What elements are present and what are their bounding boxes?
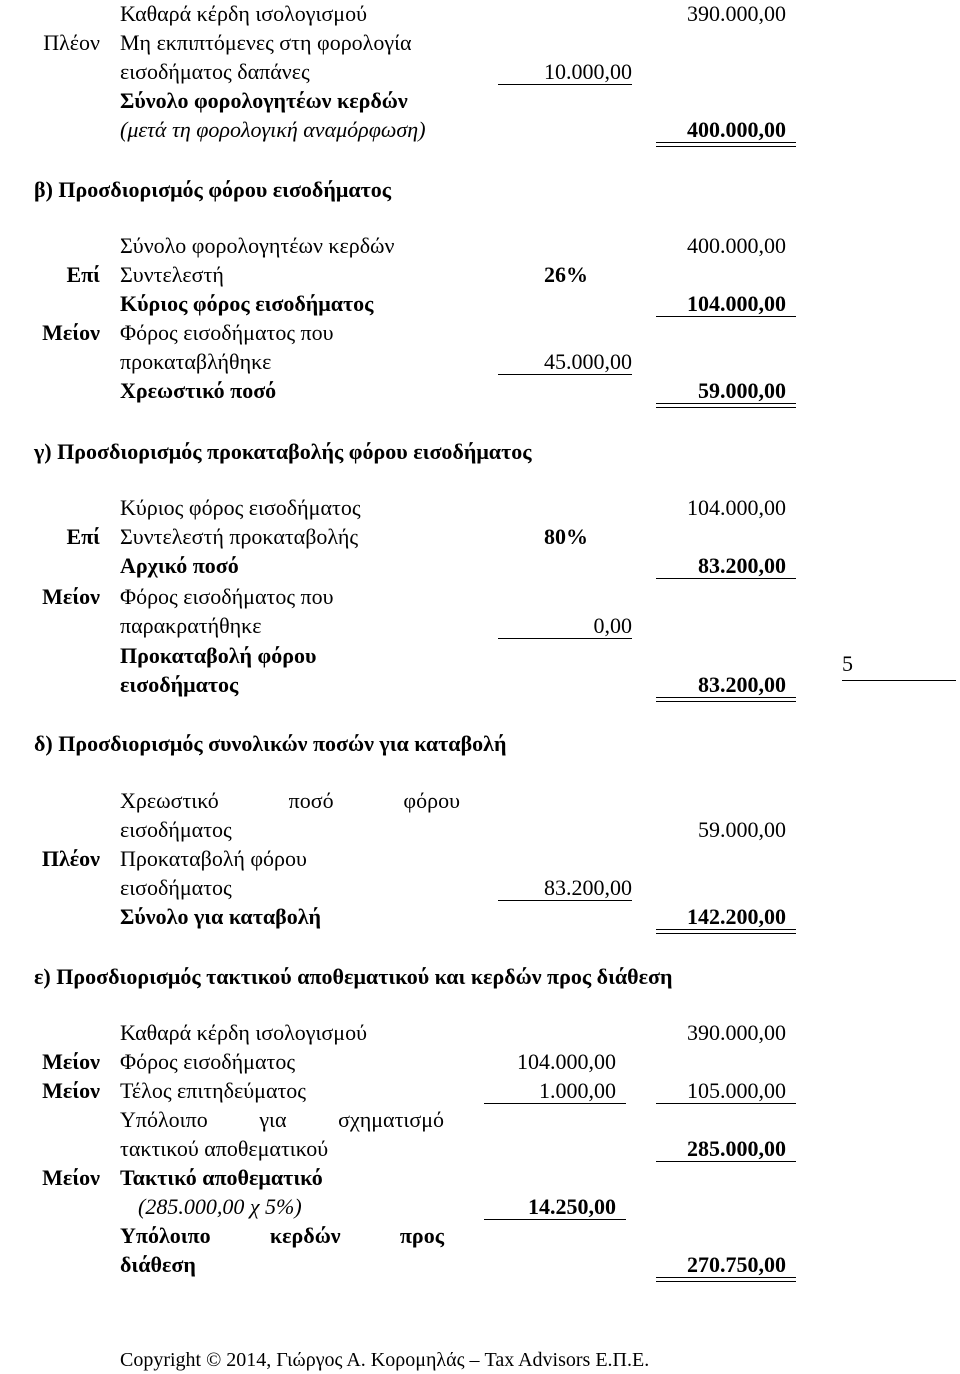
withheld-value: 0,00	[593, 613, 632, 638]
withheld-underline	[498, 638, 632, 639]
advance-line1: Προκαταβολή φόρου	[120, 643, 317, 668]
main-tax-underline	[656, 316, 796, 317]
reserve-underline	[484, 1219, 626, 1220]
e-minus-label-2: Μείον	[42, 1078, 100, 1103]
section-e-heading: ε) Προσδιορισμός τακτικού αποθεματικού και κερδών προς διάθεση	[34, 964, 673, 989]
d-total-double-underline	[656, 929, 796, 934]
d-advance-line1: Προκαταβολή φόρου	[120, 846, 307, 871]
rate-label: Συντελεστή	[120, 262, 224, 287]
initial-underline	[656, 578, 796, 579]
deductions-underline	[656, 1103, 796, 1104]
debit-double-underline	[656, 403, 796, 408]
d-debit-line1	[120, 788, 460, 814]
rate-value: 26%	[544, 262, 588, 287]
income-tax-value: 104.000,00	[517, 1049, 616, 1074]
section-d-heading: δ) Προσδιορισμός συνολικών ποσών για καταβολή	[34, 731, 507, 756]
withheld-line2: παρακρατήθηκε	[120, 613, 262, 638]
e-minus-label-1: Μείον	[42, 1049, 100, 1074]
income-tax-label: Φόρος εισοδήματος	[120, 1049, 296, 1074]
advance-value: 83.200,00	[698, 672, 786, 697]
remain-value: 285.000,00	[687, 1136, 786, 1161]
c-main-tax-value: 104.000,00	[687, 495, 786, 520]
minus-label: Μείον	[42, 320, 100, 345]
net-profit-value: 390.000,00	[687, 1, 786, 26]
section-c-heading: γ) Προσδιορισμός προκαταβολής φόρου εισοδήματος	[34, 439, 532, 464]
prepaid-line1: Φόρος εισοδήματος που	[120, 320, 334, 345]
advance-double-underline	[656, 697, 796, 702]
remain-word2: για	[259, 1107, 287, 1132]
remain-line2: τακτικού αποθεματικού	[120, 1136, 329, 1161]
d-debit-word2: ποσό	[288, 788, 334, 813]
remain-word1: Υπόλοιπο	[120, 1107, 208, 1132]
remain-underline	[656, 1161, 796, 1162]
total-double-underline	[656, 142, 796, 147]
d-debit-word3: φόρου	[403, 788, 460, 813]
total-taxable-value: 400.000,00	[687, 117, 786, 142]
prepaid-line2: προκαταβλήθηκε	[120, 349, 272, 374]
prepaid-value: 45.000,00	[544, 349, 632, 374]
footer-copyright: Copyright © 2014, Γιώργος Α. Κορομηλάς – Tax Advisors Ε.Π.Ε.	[120, 1349, 650, 1371]
dist-value: 270.750,00	[687, 1252, 786, 1277]
d-advance-line2: εισοδήματος	[120, 875, 232, 900]
d-advance-underline	[498, 900, 632, 901]
business-fee-label: Τέλος επιτηδεύματος	[120, 1078, 307, 1103]
reserve-value: 14.250,00	[528, 1194, 616, 1219]
e-net-profit-label: Καθαρά κέρδη ισολογισμού	[120, 1020, 367, 1045]
times-label: Επί	[66, 262, 100, 287]
section-b-heading: β) Προσδιορισμός φόρου εισοδήματος	[34, 177, 392, 202]
main-tax-label: Κύριος φόρος εισοδήματος	[120, 291, 374, 316]
total-taxable-line2: (μετά τη φορολογική αναμόρφωση)	[120, 117, 426, 142]
c-minus-label: Μείον	[42, 584, 100, 609]
e-net-profit-value: 390.000,00	[687, 1020, 786, 1045]
remain-line1	[120, 1107, 444, 1133]
business-fee-value: 1.000,00	[539, 1078, 616, 1103]
d-total-label: Σύνολο για καταβολή	[120, 904, 321, 929]
dist-line2: διάθεση	[120, 1252, 196, 1277]
dist-line1	[120, 1223, 444, 1249]
main-tax-value: 104.000,00	[687, 291, 786, 316]
nondeductible-value: 10.000,00	[544, 59, 632, 84]
reserve-formula: (285.000,00 χ 5%)	[138, 1194, 302, 1219]
advance-line2: εισοδήματος	[120, 672, 239, 697]
debit-label: Χρεωστικό ποσό	[120, 378, 277, 403]
d-debit-value: 59.000,00	[698, 817, 786, 842]
dist-word2: κερδών	[269, 1223, 341, 1248]
side-mark: 5	[842, 651, 853, 676]
initial-value: 83.200,00	[698, 553, 786, 578]
withheld-line1: Φόρος εισοδήματος που	[120, 584, 334, 609]
dist-word1: Υπόλοιπο	[120, 1223, 211, 1248]
fee-underline	[484, 1103, 626, 1104]
c-rate-label: Συντελεστή προκαταβολής	[120, 524, 359, 549]
remain-word3: σχηματισμό	[338, 1107, 444, 1132]
nondeductible-line1: Μη εκπιπτόμενες στη φορολογία	[120, 30, 412, 55]
dist-double-underline	[656, 1277, 796, 1282]
e-minus-label-3: Μείον	[42, 1165, 100, 1190]
initial-label: Αρχικό ποσό	[120, 553, 239, 578]
d-total-value: 142.200,00	[687, 904, 786, 929]
deductions-total: 105.000,00	[687, 1078, 786, 1103]
plus-label: Πλέον	[43, 30, 100, 55]
subtotal-underline	[498, 84, 632, 85]
nondeductible-line2: εισοδήματος δαπάνες	[120, 59, 310, 84]
debit-value: 59.000,00	[698, 378, 786, 403]
net-profit-label: Καθαρά κέρδη ισολογισμού	[120, 1, 367, 26]
c-times-label: Επί	[66, 524, 100, 549]
b-total-taxable-value: 400.000,00	[687, 233, 786, 258]
total-taxable-line1: Σύνολο φορολογητέων κερδών	[120, 88, 408, 113]
d-debit-word1: Χρεωστικό	[120, 788, 219, 813]
dist-word3: προς	[399, 1223, 444, 1248]
prepaid-underline	[498, 374, 632, 375]
d-debit-line2: εισοδήματος	[120, 817, 232, 842]
c-rate-value: 80%	[544, 524, 588, 549]
reserve-label: Τακτικό αποθεματικό	[120, 1165, 323, 1190]
b-total-taxable-label: Σύνολο φορολογητέων κερδών	[120, 233, 395, 258]
d-plus-label: Πλέον	[41, 846, 100, 871]
side-mark-line	[842, 680, 956, 681]
c-main-tax-label: Κύριος φόρος εισοδήματος	[120, 495, 361, 520]
d-advance-value: 83.200,00	[544, 875, 632, 900]
